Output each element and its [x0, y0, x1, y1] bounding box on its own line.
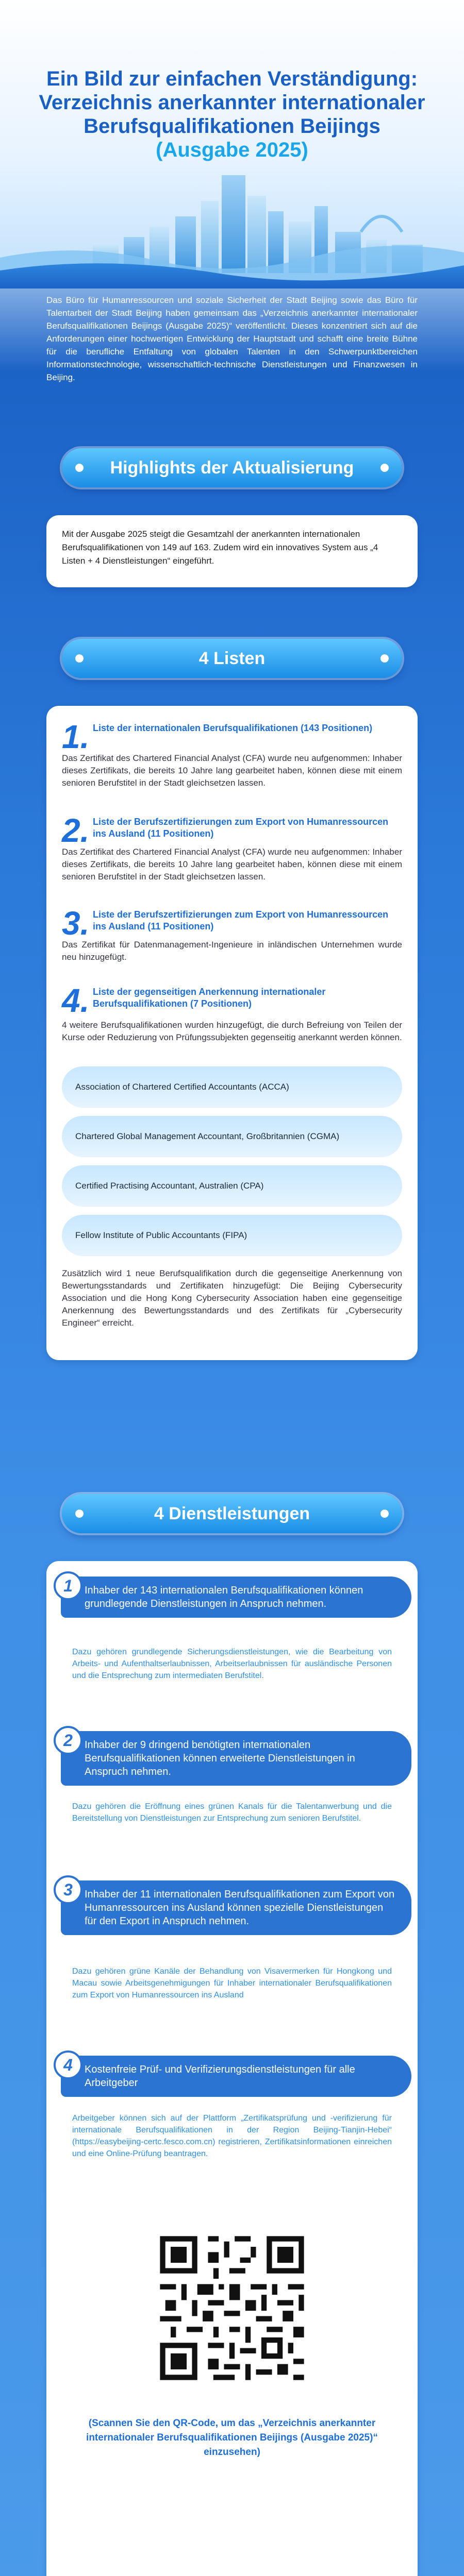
- highlights-text: Mit der Ausgabe 2025 steigt die Gesamtzahl der anerkannten internationalen Berufsqualifikationen von 149 auf 163. Zudem wird ein innovatives System aus „4 Listen + 4 Dienstleistungen“ eingeführt.: [62, 529, 378, 566]
- service-1-number: 1: [54, 1571, 82, 1600]
- highlights-card: [46, 515, 418, 587]
- list-4-title: Liste der gegenseitigen Anerkennung internationaler Berufsqualifikationen (7 Positionen): [93, 987, 326, 1009]
- list-1-body: Das Zertifikat des Chartered Financial Analyst (CFA) wurde neu aufgenommen: Inhaber dieses Zertifikats, die bereits 10 Jahre lang gearbeitet haben, können diese mit einem senioren Berufstitel in der Stadt gleichsetzen lassen.: [62, 753, 402, 788]
- pill-acca: [62, 1066, 402, 1108]
- list-1-title: Liste der internationalen Berufsqualifikationen (143 Positionen): [93, 723, 373, 733]
- pill-cpa-label: Certified Practising Accountant, Australien (CPA): [75, 1181, 264, 1191]
- lists-tab: 4 Listen: [62, 639, 402, 678]
- service-3-number: 3: [54, 1875, 82, 1904]
- page-title: [21, 67, 443, 162]
- list-2-title: Liste der Berufszertifizierungen zum Export von Humanressourcen ins Ausland (11 Positionen): [93, 817, 389, 839]
- service-1-header: Inhaber der 143 internationalen Berufsqualifikationen können grundlegende Dienstleistungen in Anspruch nehmen.: [61, 1577, 411, 1618]
- title-line-3: Berufsqualifikationen Beijings: [84, 115, 380, 138]
- pill-acca-label: Association of Chartered Certified Accountants (ACCA): [75, 1082, 289, 1092]
- list-3-body: Das Zertifikat für Datenmanagement-Ingenieure in inländischen Unternehmen wurde neu hinzugefügt.: [62, 940, 402, 962]
- pill-fipa: [62, 1215, 402, 1256]
- service-4-number: 4: [54, 2050, 82, 2079]
- service-3-header: Inhaber der 11 internationalen Berufsqualifikationen zum Export von Humanressourcen ins Ausland können spezielle Dienstleistungen für den Export in Anspruch nehmen.: [61, 1880, 411, 1935]
- city-skyline-illustration: [0, 155, 464, 289]
- pill-cgma: [62, 1116, 402, 1157]
- service-1-body: Dazu gehören grundlegende Sicherungsdienstleistungen, wie die Bearbeitung von Arbeits- und Aufenthaltserlaubnissen, Arbeitserlaubnissen für ausländische Personen und die Entsprechung zum intermediaten Berufstitel.: [72, 1648, 392, 1680]
- intro-paragraph: Das Büro für Humanressourcen und soziale Sicherheit der Stadt Beijing sowie das Büro für Talentarbeit der Stadt Beijing haben gemeinsam das „Verzeichnis anerkannter internationaler Berufsqualifikationen Beijings (Ausgabe 2025)“ veröffentlicht. Dieses konzentriert sich auf die Anforderungen einer hochwertigen Entwicklung der Hauptstadt und schafft eine breite Bühne für die berufliche Entfaltung von globalen Talenten in den Schwerpunktbereichen Informationstechnologie, wissenschaftlich-technische Dienstleistungen und Finanzwesen in Beijing.: [46, 295, 418, 382]
- services-tab: 4 Dienstleistungen: [62, 1494, 402, 1533]
- pill-cgma-label: Chartered Global Management Accountant, Großbritannien (CGMA): [75, 1131, 340, 1141]
- title-line-2: Verzeichnis anerkannter internationaler: [39, 91, 425, 114]
- list-3-title: Liste der Berufszertifizierungen zum Export von Humanressourcen ins Ausland (11 Positionen): [93, 909, 389, 931]
- list-2-body: Das Zertifikat des Chartered Financial Analyst (CFA) wurde neu aufgenommen: Inhaber dieses Zertifikats, die bereits 10 Jahre lang gearbeitet haben, können diese mit einem senioren Berufstitel in der Stadt gleichsetzen lassen.: [62, 847, 402, 882]
- title-line-1: Ein Bild zur einfachen Verständigung:: [46, 67, 418, 90]
- services-card: [46, 1561, 418, 2576]
- directory-qr-code[interactable]: [155, 2231, 309, 2385]
- lists-card: [46, 706, 418, 1360]
- list-1-number: 1.: [62, 718, 90, 755]
- list-4-number: 4.: [62, 982, 90, 1019]
- header-banner: [0, 0, 464, 289]
- service-4-header: Kostenfreie Prüf- und Verifizierungsdienstleistungen für alle Arbeitgeber: [61, 2056, 411, 2097]
- service-3-body: Dazu gehören grüne Kanäle der Behandlung von Visavermerken für Hongkong und Macau sowie Arbeitsgenehmigungen für Inhaber internationaler Berufsqualifikationen zum Export von Humanressourcen ins Ausland: [72, 1967, 392, 1999]
- service-2-header: Inhaber der 9 dringend benötigten internationalen Berufsqualifikationen können erweiterte Dienstleistungen in Anspruch nehmen.: [61, 1731, 411, 1786]
- directory-qr-caption: (Scannen Sie den QR-Code, um das „Verzeichnis anerkannter internationaler Berufsqualifikationen Beijings (Ausgabe 2025)“ einzusehen): [86, 2418, 378, 2458]
- service-2-number: 2: [54, 1726, 82, 1755]
- highlights-tab: Highlights der Aktualisierung: [62, 448, 402, 487]
- pill-cpa: [62, 1165, 402, 1207]
- pill-fipa-label: Fellow Institute of Public Accountants (FIPA): [75, 1230, 247, 1240]
- list-4-body: 4 weitere Berufsqualifikationen wurden hinzugefügt, die durch Befreiung von Teilen der Kurse oder Reduzierung von Prüfungssubjekten gegenseitig anerkannt werden können.: [62, 1020, 402, 1042]
- lists-footer-text: Zusätzlich wird 1 neue Berufsqualifikation durch die gegenseitige Anerkennung von Bewertungsstandards und Zertifikaten hinzugefügt: Die Beijing Cybersecurity Association und die Hong Kong Cybersecurity Association haben eine gegenseitige Anerkennung des Bewertungsstandards und des Zertifikats für „Cybersecurity Engineer“ erreicht.: [62, 1268, 402, 1328]
- service-2-body: Dazu gehören die Eröffnung eines grünen Kanals für die Talentanwerbung und die Bereitstellung von Dienstleistungen zur Entsprechung zum senioren Berufstitel.: [72, 1802, 392, 1823]
- list-2-number: 2.: [62, 812, 90, 849]
- list-3-number: 3.: [62, 905, 90, 942]
- service-4-body: Arbeitgeber können sich auf der Plattform „Zertifikatsprüfung und -verifizierung für internationale Berufsqualifikationen in der Region Beijing-Tianjin-Hebei“ (https://easybeijing-certc.fesco.com.cn) registrieren, Zertifikatsinformationen einreichen und eine Online-Prüfung beantragen.: [72, 2114, 392, 2158]
- title-edition: (Ausgabe 2025): [156, 139, 308, 161]
